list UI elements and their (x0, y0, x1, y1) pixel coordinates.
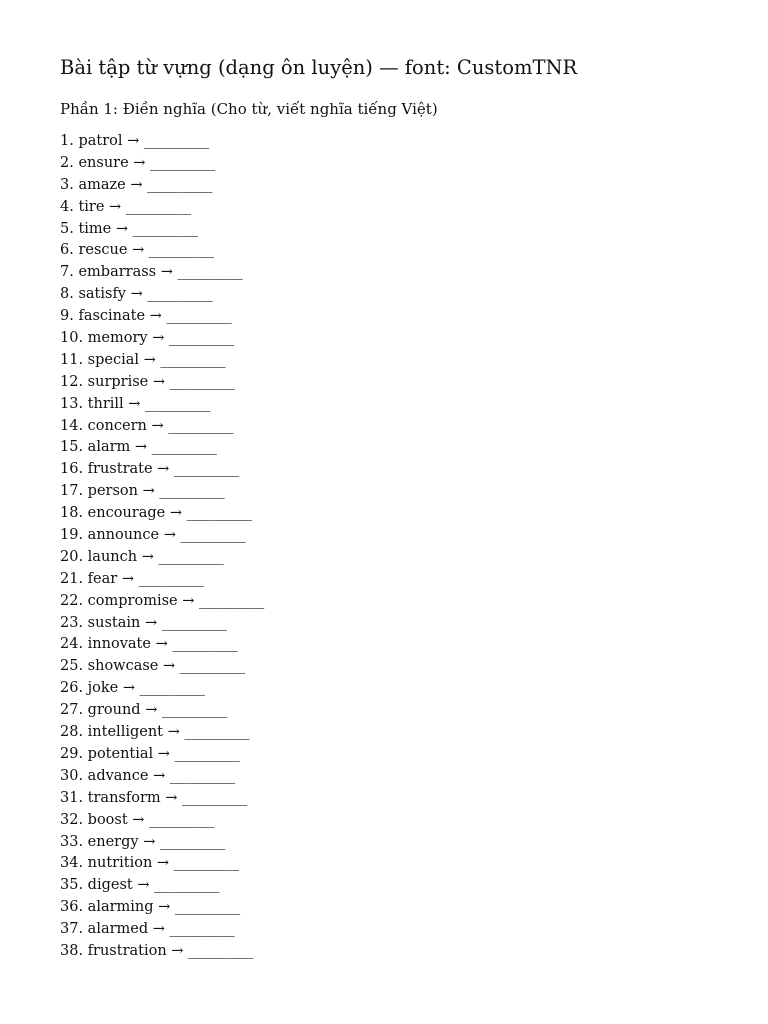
answer-blank: _________ (168, 417, 234, 434)
item-word: fear (87, 570, 118, 587)
list-item (60, 437, 264, 459)
arrow-icon: → (169, 505, 182, 522)
item-word: frustration (87, 942, 167, 959)
arrow-icon: → (151, 417, 164, 434)
list-item (60, 897, 264, 919)
item-word: boost (87, 811, 128, 828)
arrow-icon: → (128, 395, 141, 412)
item-word: ensure (78, 154, 129, 171)
answer-blank: _________ (160, 351, 226, 368)
list-item (60, 481, 264, 503)
list-item (60, 788, 264, 810)
arrow-icon: → (160, 264, 173, 281)
item-number: 23. (60, 614, 84, 631)
list-item (60, 306, 264, 328)
arrow-icon: → (133, 154, 146, 171)
item-number: 7. (60, 264, 74, 281)
arrow-icon: → (163, 658, 176, 675)
answer-blank: _________ (184, 724, 250, 741)
arrow-icon: → (127, 133, 140, 149)
item-word: person (87, 483, 138, 500)
arrow-icon: → (143, 833, 156, 850)
answer-blank: _________ (150, 154, 216, 171)
answer-blank: _________ (180, 527, 246, 544)
item-number: 18. (60, 505, 84, 522)
list-item (60, 832, 264, 854)
list-item (60, 131, 264, 153)
item-word: special (87, 351, 140, 368)
item-word: nutrition (87, 855, 153, 872)
answer-blank: _________ (173, 461, 240, 478)
list-item (60, 853, 264, 875)
arrow-icon: → (137, 877, 150, 894)
answer-blank: _________ (166, 308, 232, 325)
vocabulary-list (60, 131, 264, 963)
item-word: encourage (87, 505, 166, 522)
arrow-icon: → (109, 198, 122, 215)
item-word: announce (87, 527, 160, 544)
item-word: concern (87, 417, 147, 434)
item-word: launch (87, 548, 138, 565)
answer-blank: _________ (145, 395, 211, 412)
answer-blank: _________ (169, 767, 236, 784)
arrow-icon: → (156, 855, 170, 872)
item-number: 31. (60, 789, 84, 806)
list-item (60, 766, 264, 788)
answer-blank: _________ (158, 548, 224, 565)
item-word: compromise (87, 592, 178, 609)
item-word: ground (87, 702, 141, 719)
list-item (60, 328, 264, 350)
item-number: 29. (60, 745, 84, 762)
item-word: sustain (87, 614, 141, 631)
item-word: digest (87, 877, 133, 894)
arrow-icon: → (167, 724, 180, 741)
item-number: 4. (60, 198, 74, 215)
answer-blank: _________ (151, 439, 217, 456)
list-item (60, 219, 264, 241)
answer-blank: _________ (188, 942, 254, 959)
answer-blank: _________ (139, 680, 205, 697)
arrow-icon: → (152, 373, 166, 390)
item-number: 19. (60, 527, 84, 544)
item-word: innovate (87, 636, 151, 653)
answer-blank: _________ (147, 286, 213, 303)
list-item (60, 656, 264, 678)
item-number: 8. (60, 286, 74, 303)
item-word: potential (87, 745, 154, 762)
arrow-icon: → (141, 548, 154, 565)
arrow-icon: → (165, 789, 178, 806)
item-number: 16. (60, 461, 84, 478)
item-number: 12. (60, 373, 84, 390)
arrow-icon: → (153, 767, 166, 784)
list-item (60, 591, 264, 613)
arrow-icon: → (130, 176, 143, 193)
answer-blank: _________ (154, 877, 220, 894)
arrow-icon: → (182, 592, 195, 609)
item-word: transform (87, 789, 161, 806)
answer-blank: _________ (138, 570, 204, 587)
answer-blank: _________ (174, 745, 240, 762)
answer-blank: _________ (161, 702, 228, 719)
item-number: 26. (60, 680, 84, 697)
item-word: alarmed (87, 921, 149, 938)
item-word: embarrass (78, 264, 157, 281)
list-item (60, 372, 264, 394)
list-item (60, 459, 264, 481)
answer-blank: _________ (186, 505, 252, 522)
answer-blank: _________ (148, 242, 215, 259)
list-item (60, 941, 264, 963)
answer-blank: _________ (169, 921, 235, 938)
item-number: 38. (60, 942, 84, 959)
item-number: 15. (60, 439, 84, 456)
answer-blank: _________ (182, 789, 248, 806)
list-item (60, 262, 264, 284)
arrow-icon: → (142, 483, 155, 500)
item-number: 6. (60, 242, 74, 259)
item-number: 10. (60, 330, 84, 347)
answer-blank: _________ (177, 264, 243, 281)
list-item (60, 240, 264, 262)
item-word: fascinate (78, 308, 146, 325)
answer-blank: _________ (161, 614, 227, 631)
answer-blank: _________ (159, 833, 226, 850)
item-number: 21. (60, 570, 84, 587)
item-word: tire (78, 198, 105, 215)
arrow-icon: → (163, 527, 176, 544)
list-item (60, 197, 264, 219)
item-number: 32. (60, 811, 84, 828)
list-item (60, 503, 264, 525)
arrow-icon: → (132, 242, 145, 259)
arrow-icon: → (134, 439, 148, 456)
item-number: 22. (60, 592, 84, 609)
item-word: memory (87, 330, 148, 347)
arrow-icon: → (152, 921, 165, 938)
answer-blank: _________ (174, 899, 241, 916)
list-item (60, 722, 264, 744)
item-number: 2. (60, 154, 74, 171)
list-item (60, 416, 264, 438)
item-word: alarming (87, 899, 154, 916)
item-number: 11. (60, 351, 84, 368)
arrow-icon: → (115, 220, 129, 237)
item-number: 24. (60, 636, 84, 653)
list-item (60, 394, 264, 416)
item-number: 34. (60, 855, 84, 872)
list-item (60, 569, 264, 591)
item-word: surprise (87, 373, 149, 390)
arrow-icon: → (155, 636, 168, 653)
item-word: patrol (78, 133, 123, 149)
list-item (60, 744, 264, 766)
list-item (60, 153, 264, 175)
list-item (60, 810, 264, 832)
list-item (60, 678, 264, 700)
list-item (60, 875, 264, 897)
item-word: showcase (87, 658, 159, 675)
item-word: intelligent (87, 724, 163, 741)
list-item (60, 700, 264, 722)
item-number: 5. (60, 220, 74, 237)
arrow-icon: → (152, 330, 165, 347)
arrow-icon: → (157, 461, 170, 478)
item-number: 25. (60, 658, 84, 675)
arrow-icon: → (158, 899, 171, 916)
item-word: amaze (78, 176, 126, 193)
item-word: satisfy (78, 286, 127, 303)
arrow-icon: → (171, 942, 184, 959)
list-item (60, 634, 264, 656)
item-number: 28. (60, 724, 84, 741)
item-number: 17. (60, 483, 84, 500)
answer-blank: _________ (132, 220, 198, 237)
list-item (60, 284, 264, 306)
arrow-icon: → (144, 614, 158, 631)
arrow-icon: → (130, 286, 143, 303)
item-number: 37. (60, 921, 84, 938)
arrow-icon: → (132, 811, 145, 828)
item-number: 3. (60, 176, 74, 193)
answer-blank: _________ (125, 198, 192, 215)
item-number: 30. (60, 767, 84, 784)
item-number: 33. (60, 833, 84, 850)
answer-blank: _________ (143, 133, 210, 149)
answer-blank: _________ (149, 811, 215, 828)
item-number: 13. (60, 395, 84, 412)
arrow-icon: → (157, 745, 170, 762)
item-number: 1. (60, 133, 74, 149)
list-item (60, 547, 264, 569)
answer-blank: _________ (168, 330, 235, 347)
item-word: energy (87, 833, 139, 850)
item-number: 9. (60, 308, 74, 325)
item-word: rescue (78, 242, 128, 259)
item-number: 35. (60, 877, 84, 894)
answer-blank: _________ (179, 658, 246, 675)
item-word: thrill (87, 395, 124, 412)
list-item (60, 919, 264, 941)
answer-blank: _________ (173, 855, 239, 872)
arrow-icon: → (143, 351, 156, 368)
answer-blank: _________ (169, 373, 235, 390)
item-number: 36. (60, 899, 84, 916)
item-word: frustrate (87, 461, 153, 478)
answer-blank: _________ (147, 176, 213, 193)
item-number: 20. (60, 548, 84, 565)
arrow-icon: → (149, 308, 162, 325)
list-item (60, 613, 264, 635)
item-number: 27. (60, 702, 84, 719)
item-word: alarm (87, 439, 131, 456)
arrow-icon: → (145, 702, 158, 719)
answer-blank: _________ (172, 636, 238, 653)
answer-blank: _________ (199, 592, 265, 609)
section-heading: Phần 1: Điền nghĩa (Cho từ, viết nghĩa tiếng Việt) (60, 100, 438, 118)
answer-blank: _________ (159, 483, 225, 500)
list-item (60, 525, 264, 547)
item-word: time (78, 220, 112, 237)
item-word: joke (87, 680, 119, 697)
item-number: 14. (60, 417, 84, 434)
arrow-icon: → (122, 680, 136, 697)
list-item (60, 350, 264, 372)
list-item (60, 175, 264, 197)
arrow-icon: → (121, 570, 134, 587)
page-title: Bài tập từ vựng (dạng ôn luyện) — font: CustomTNR (60, 56, 578, 79)
item-word: advance (87, 767, 149, 784)
